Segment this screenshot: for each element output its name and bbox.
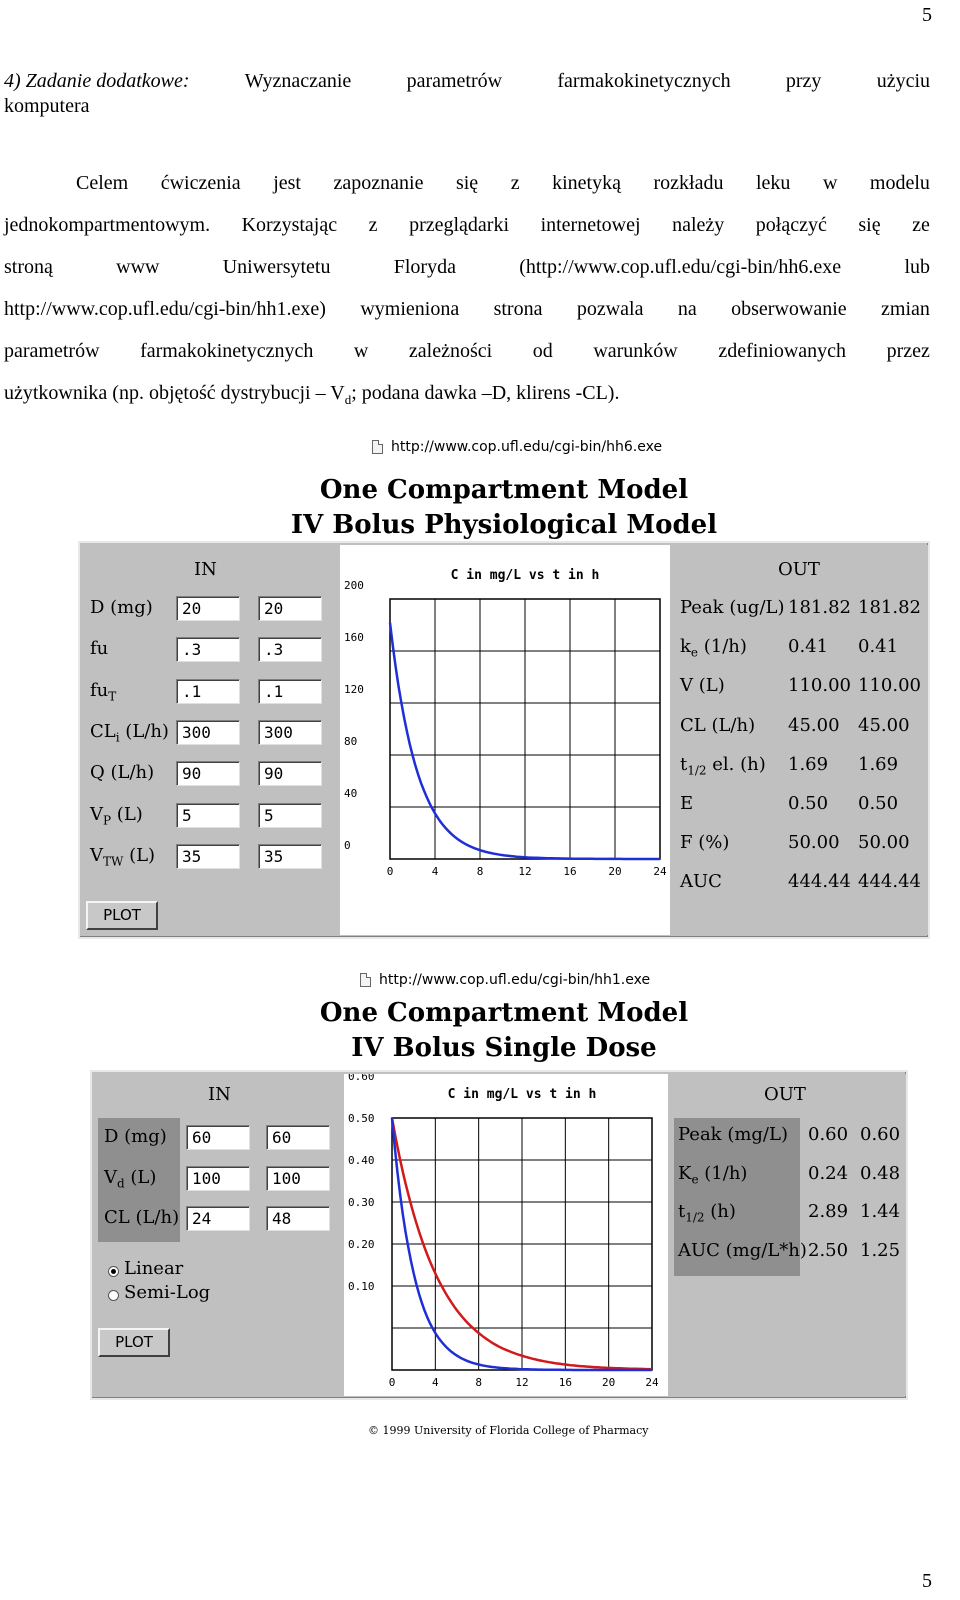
in-panel-title: IN: [208, 1084, 231, 1105]
output-value: 110.00: [858, 675, 921, 697]
param-input[interactable]: 90: [258, 761, 322, 786]
para-word: jest: [273, 172, 301, 194]
output-value: 0.41: [788, 636, 829, 658]
plot-button[interactable]: PLOT: [98, 1328, 170, 1357]
param-input[interactable]: 60: [266, 1125, 330, 1150]
y-tick-label: 0: [344, 839, 351, 852]
out-panel-title: OUT: [778, 559, 820, 580]
para-word: jednokompartmentowym.: [4, 214, 211, 236]
para-word: Uniwersytetu: [222, 256, 331, 278]
para-line: [4, 204, 930, 246]
x-tick-label: 8: [476, 865, 484, 878]
output-value: 0.48: [860, 1162, 901, 1184]
field-label: AUC: [680, 871, 722, 893]
label-subscript: 1/2: [685, 1210, 705, 1225]
y-tick-label: 0.40: [348, 1154, 375, 1167]
param-input[interactable]: 24: [186, 1206, 250, 1231]
intro-paragraph: [4, 162, 930, 421]
in-panel-title: IN: [194, 559, 217, 580]
label-subscript: e: [690, 645, 699, 660]
concentration-chart: [344, 1074, 668, 1396]
chart-title: C in mg/L vs t in h: [450, 568, 600, 583]
para-word: Korzystając: [241, 214, 338, 236]
label-tail: (L): [111, 803, 143, 825]
param-input[interactable]: 90: [176, 761, 240, 786]
chart-title: C in mg/L vs t in h: [447, 1087, 597, 1102]
para-word: strona: [493, 298, 543, 320]
output-value: 45.00: [858, 714, 910, 736]
label-main: V: [90, 803, 103, 825]
output-value: 2.50: [808, 1239, 849, 1261]
output-value: 444.44: [858, 871, 921, 893]
label-main: K: [678, 1162, 692, 1184]
label-subscript: e: [691, 1172, 699, 1187]
para-word: wymieniona: [360, 298, 460, 320]
x-tick-label: 8: [475, 1376, 482, 1389]
para-word: ćwiczenia: [160, 172, 241, 194]
label-main: fu: [90, 679, 109, 701]
x-tick-label: 0: [388, 1376, 396, 1389]
para-word: przez: [886, 340, 930, 362]
para-word: się: [455, 172, 479, 194]
url-bar: [372, 439, 662, 455]
y-tick-label: 40: [344, 787, 358, 800]
para-word: przeglądarki: [409, 214, 510, 236]
y-tick-label: 80: [344, 735, 358, 748]
x-tick-label: 20: [608, 865, 622, 878]
param-input[interactable]: .1: [258, 679, 322, 704]
para-last-line: [4, 372, 930, 421]
label-tail: el. (h): [706, 753, 766, 775]
para-word: z: [510, 172, 520, 194]
plot-button[interactable]: PLOT: [86, 901, 158, 930]
chart-panel: [344, 1074, 668, 1396]
para-word: (http://www.cop.ufl.edu/cgi-bin/hh6.exe: [519, 256, 842, 278]
param-input[interactable]: 60: [186, 1125, 250, 1150]
y-tick-label: 200: [344, 579, 364, 592]
field-label: Peak (mg/L): [678, 1124, 788, 1145]
para-last-text: użytkownika (np. objętość dystrybucji – V: [4, 382, 345, 404]
screenshot-hh6: [78, 425, 930, 945]
label-main: t: [680, 753, 688, 775]
para-word: zmian: [881, 298, 930, 320]
semilog-radio-label: Semi-Log: [124, 1282, 211, 1303]
field-label: [104, 1167, 156, 1191]
para-word: z: [368, 214, 378, 236]
label-subscript: i: [115, 730, 120, 745]
para-word: http://www.cop.ufl.edu/cgi-bin/hh1.exe): [4, 298, 326, 320]
param-input[interactable]: 5: [258, 803, 322, 828]
field-label: [678, 1201, 736, 1225]
label-tail: (h): [704, 1201, 736, 1222]
para-word: pozwala: [576, 298, 644, 320]
output-value: 1.25: [860, 1239, 901, 1261]
page-number-bottom: 5: [922, 1570, 932, 1592]
para-word: się: [858, 214, 881, 236]
field-label: CL (L/h): [104, 1207, 180, 1228]
para-word: internetowej: [540, 214, 641, 236]
output-value: 110.00: [788, 675, 851, 697]
heading-word: użyciu: [876, 70, 930, 92]
para-word: od: [532, 340, 553, 362]
field-label: D (mg): [90, 597, 153, 618]
label-tail: (L): [124, 1166, 157, 1188]
param-input[interactable]: 35: [258, 844, 322, 869]
param-input[interactable]: 300: [176, 720, 240, 745]
param-input[interactable]: .1: [176, 679, 240, 704]
model-title-line-1: One Compartment Model: [319, 475, 689, 505]
y-tick-label: 0.10: [348, 1280, 375, 1293]
param-input[interactable]: 100: [266, 1166, 330, 1191]
label-main: t: [678, 1201, 686, 1222]
para-word: zależności: [408, 340, 493, 362]
label-tail: (L/h): [119, 720, 169, 742]
para-line: [4, 330, 930, 372]
field-label: V (L): [680, 675, 725, 697]
x-tick-label: 16: [563, 865, 577, 878]
para-word: obserwowanie: [731, 298, 847, 320]
x-tick-label: 12: [515, 1376, 529, 1389]
para-word: rozkładu: [653, 172, 724, 194]
para-word: parametrów: [4, 340, 100, 362]
label-subscript: T: [108, 689, 117, 704]
output-value: 0.50: [788, 793, 829, 814]
label-tail: (L): [123, 844, 156, 866]
app-frame: [90, 1070, 908, 1400]
field-label: [90, 721, 169, 745]
para-word: połączyć: [755, 214, 827, 236]
heading-word: farmakokinetycznych: [557, 70, 731, 92]
y-tick-label: 0.50: [348, 1112, 375, 1125]
field-label: D (mg): [104, 1126, 167, 1147]
param-input[interactable]: 5: [176, 803, 240, 828]
para-word: warunków: [593, 340, 678, 362]
y-tick-label: 160: [344, 631, 364, 644]
copyright: © 1999 University of Florida College of Pharmacy: [368, 1424, 649, 1437]
para-word: Floryda: [393, 256, 456, 278]
output-value: 1.69: [788, 753, 829, 775]
para-word: leku: [756, 172, 791, 194]
output-value: 2.89: [808, 1201, 849, 1222]
field-label: CL (L/h): [680, 714, 756, 736]
output-value: 45.00: [788, 714, 840, 736]
output-value: 1.44: [860, 1201, 901, 1222]
x-tick-label: 4: [432, 1376, 439, 1389]
heading-line-1: [4, 70, 930, 93]
label-tail: (1/h): [698, 1162, 748, 1184]
output-value: 181.82: [788, 597, 851, 618]
para-line: [4, 246, 930, 288]
param-input[interactable]: 20: [258, 596, 322, 621]
out-panel-title: OUT: [764, 1084, 806, 1105]
para-word: farmakokinetycznych: [140, 340, 314, 362]
url-text: http://www.cop.ufl.edu/cgi-bin/hh1.exe: [379, 972, 651, 988]
label-main: V: [90, 844, 103, 866]
document-icon: [360, 973, 371, 987]
in-panel: [94, 1074, 342, 1396]
model-title-line-2: IV Bolus Physiological Model: [290, 510, 718, 540]
label-subscript: TW: [103, 854, 124, 869]
output-value: 50.00: [788, 832, 840, 854]
param-input[interactable]: 35: [176, 844, 240, 869]
y-tick-label: 0.30: [348, 1196, 375, 1209]
concentration-chart: [340, 545, 670, 935]
field-label: [680, 754, 766, 778]
y-tick-label: 0.60: [348, 1074, 375, 1083]
output-value: 0.41: [858, 636, 899, 658]
param-input[interactable]: 100: [186, 1166, 250, 1191]
y-tick-label: 0.20: [348, 1238, 375, 1251]
label-subscript: 1/2: [687, 763, 707, 778]
app-frame: [78, 541, 930, 939]
x-tick-label: 12: [518, 865, 532, 878]
label-main: k: [680, 636, 691, 658]
section-heading: [4, 70, 930, 118]
param-input[interactable]: .3: [258, 637, 322, 662]
para-word: modelu: [869, 172, 930, 194]
label-subscript: P: [103, 813, 112, 828]
label-main: V: [104, 1166, 117, 1188]
model-title: [78, 473, 930, 543]
chart-panel: [340, 545, 670, 935]
para-word: na: [677, 298, 697, 320]
heading-word: parametrów: [406, 70, 503, 92]
para-word: ze: [912, 214, 930, 236]
heading-word: Wyznaczanie: [244, 70, 352, 92]
field-label: E: [680, 793, 694, 814]
output-value: 0.24: [808, 1162, 849, 1184]
field-label: AUC (mg/L*h): [678, 1239, 807, 1261]
para-word: zapoznanie: [333, 172, 424, 194]
output-value: 0.60: [860, 1124, 901, 1145]
field-label: F (%): [680, 832, 730, 854]
field-label: [678, 1163, 747, 1187]
para-word: kinetyką: [552, 172, 621, 194]
page-number-top: 5: [922, 4, 932, 26]
model-title: [78, 996, 930, 1066]
out-panel: [672, 545, 928, 935]
document-icon: [372, 440, 383, 454]
out-panel: [670, 1074, 906, 1396]
label-subscript: d: [117, 1176, 125, 1191]
param-input[interactable]: 48: [266, 1206, 330, 1231]
heading-word: przy: [785, 70, 822, 92]
para-line: [4, 162, 930, 204]
field-label: Peak (ug/L): [680, 597, 785, 618]
param-input[interactable]: .3: [176, 637, 240, 662]
x-tick-label: 4: [431, 865, 439, 878]
para-word: Celem: [76, 172, 129, 194]
para-word: lub: [904, 256, 930, 278]
output-value: 0.60: [808, 1124, 849, 1145]
x-tick-label: 0: [386, 865, 394, 878]
para-word: należy: [672, 214, 725, 236]
linear-radio-label: Linear: [124, 1258, 184, 1279]
x-tick-label: 24: [653, 865, 667, 878]
label-main: CL: [90, 720, 116, 742]
model-title-line-2: IV Bolus Single Dose: [351, 1033, 657, 1063]
x-tick-label: 20: [602, 1376, 616, 1389]
linear-radio[interactable]: [108, 1266, 119, 1277]
output-value: 444.44: [788, 871, 851, 893]
output-value: 1.69: [858, 753, 899, 775]
field-label: [90, 680, 116, 704]
output-value: 181.82: [858, 597, 921, 618]
para-word: zdefiniowanych: [718, 340, 847, 362]
para-word: w: [822, 172, 838, 194]
param-input[interactable]: 300: [258, 720, 322, 745]
para-word: www: [116, 256, 160, 278]
field-label: [680, 636, 747, 660]
y-tick-label: 120: [344, 683, 364, 696]
label-tail: (1/h): [698, 636, 747, 658]
model-title-line-1: One Compartment Model: [319, 998, 689, 1028]
field-label: [90, 845, 155, 869]
url-text: http://www.cop.ufl.edu/cgi-bin/hh6.exe: [391, 439, 663, 455]
semilog-radio[interactable]: [108, 1290, 119, 1301]
x-tick-label: 24: [645, 1376, 659, 1389]
param-input[interactable]: 20: [176, 596, 240, 621]
para-last-text-end: ; podana dawka –D, klirens -CL).: [351, 382, 620, 404]
heading-line-2: komputera: [4, 95, 90, 117]
x-tick-label: 16: [558, 1376, 572, 1389]
heading-italic: 4) Zadanie dodatkowe:: [4, 70, 190, 92]
output-value: 50.00: [858, 832, 910, 854]
url-bar: [360, 972, 650, 988]
in-panel: [82, 545, 338, 935]
field-label: Q (L/h): [90, 762, 155, 784]
para-word: stroną: [4, 256, 53, 278]
screenshot-hh1: [78, 960, 930, 1450]
field-label: fu: [90, 638, 109, 660]
field-label: [90, 804, 143, 828]
para-last-subscript: d: [344, 392, 352, 407]
para-line: [4, 288, 930, 330]
output-value: 0.50: [858, 793, 899, 814]
para-word: w: [353, 340, 369, 362]
